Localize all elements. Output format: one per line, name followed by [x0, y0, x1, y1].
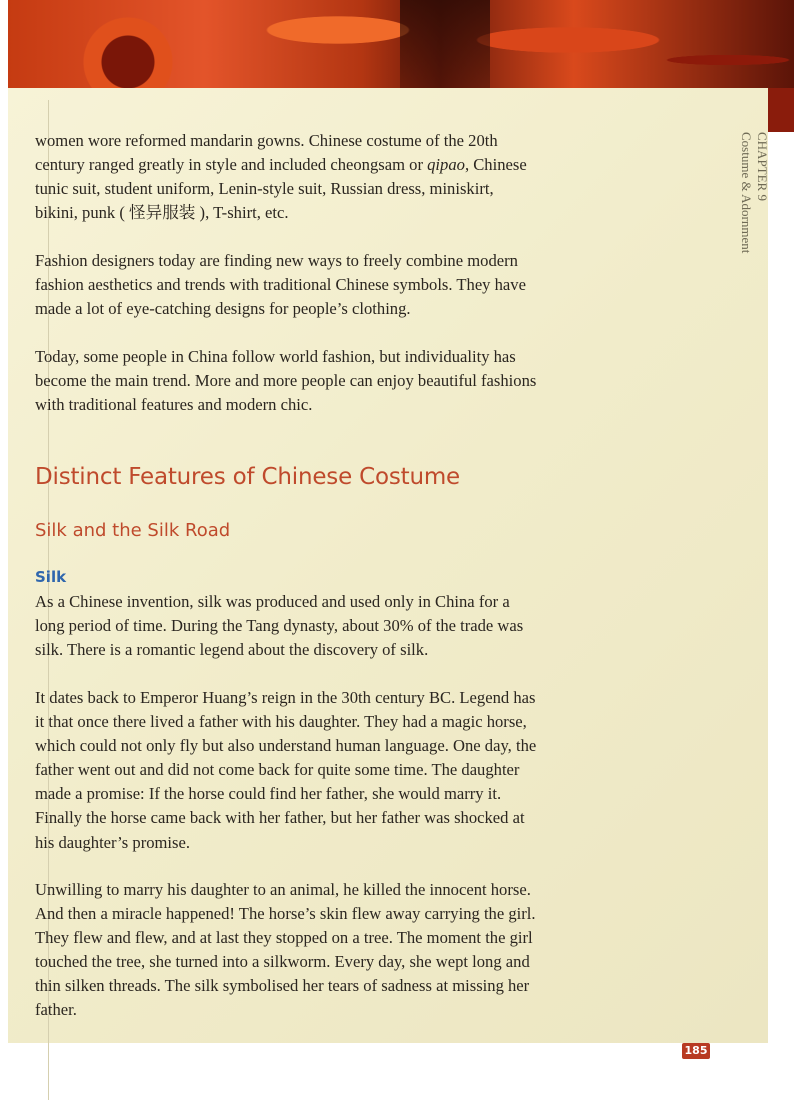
chapter-label: CHAPTER 9 — [755, 132, 770, 201]
subsection-heading: Silk and the Silk Road — [35, 520, 231, 541]
topic-heading: Silk — [35, 568, 67, 586]
paragraph-text: , Chinese tunic suit, student uniform, Lenin-style suit, Russian dress, miniskirt, bikini, punk ( 怪异服装 ), T-shirt, etc. — [35, 155, 527, 223]
paragraph-text: women wore reformed mandarin gowns. Chinese costume of the 20th century ranged greatly in style and included cheongsam or — [35, 131, 498, 175]
page-corner-accent — [768, 88, 794, 132]
paragraph-costume-20th-century — [35, 129, 540, 225]
paragraph-silk-invention: As a Chinese invention, silk was produced and used only in China for a long period of time. During the Tang dynasty, about 30% of the trade was silk. There is a romantic legend about the discovery of silk. — [35, 592, 524, 660]
paragraph-world-fashion: Today, some people in China follow world fashion, but individuality has become the main trend. More and more people can enjoy beautiful fashions with traditional features and modern chic. — [35, 347, 537, 415]
italic-term-qipao: qipao — [427, 155, 465, 175]
chapter-title: Costume & Adornment — [739, 132, 754, 254]
section-heading: Distinct Features of Chinese Costume — [35, 464, 460, 490]
paragraph-silk-legend: It dates back to Emperor Huang’s reign in the 30th century BC. Legend has it that once there lived a father with his daughter. They had a magic horse, which could not only fly but also understand human language. One day, the father went out and did not come back for quite some time. The daughter made a promise: If the horse could find her father, she would marry it. Finally the horse came back with her father, but her father was shocked at his daughter’s promise. — [35, 688, 537, 852]
paragraph-fashion-designers: Fashion designers today are finding new ways to freely combine modern fashion aesthetics and trends with traditional Chinese symbols. They have made a lot of eye-catching designs for people’s clothing. — [35, 251, 526, 319]
paragraph-silk-miracle: Unwilling to marry his daughter to an animal, he killed the innocent horse. And then a miracle happened! The horse’s skin flew away carrying the girl. They flew and flew, and at last they stopped on a tree. The moment the girl touched the tree, she turned into a silkworm. Every day, she wept long and thin silken threads. The silk symbolised her tears of sadness at missing her father. — [35, 880, 536, 1020]
page-number-badge: 185 — [682, 1043, 710, 1059]
chapter-running-head — [738, 132, 770, 253]
